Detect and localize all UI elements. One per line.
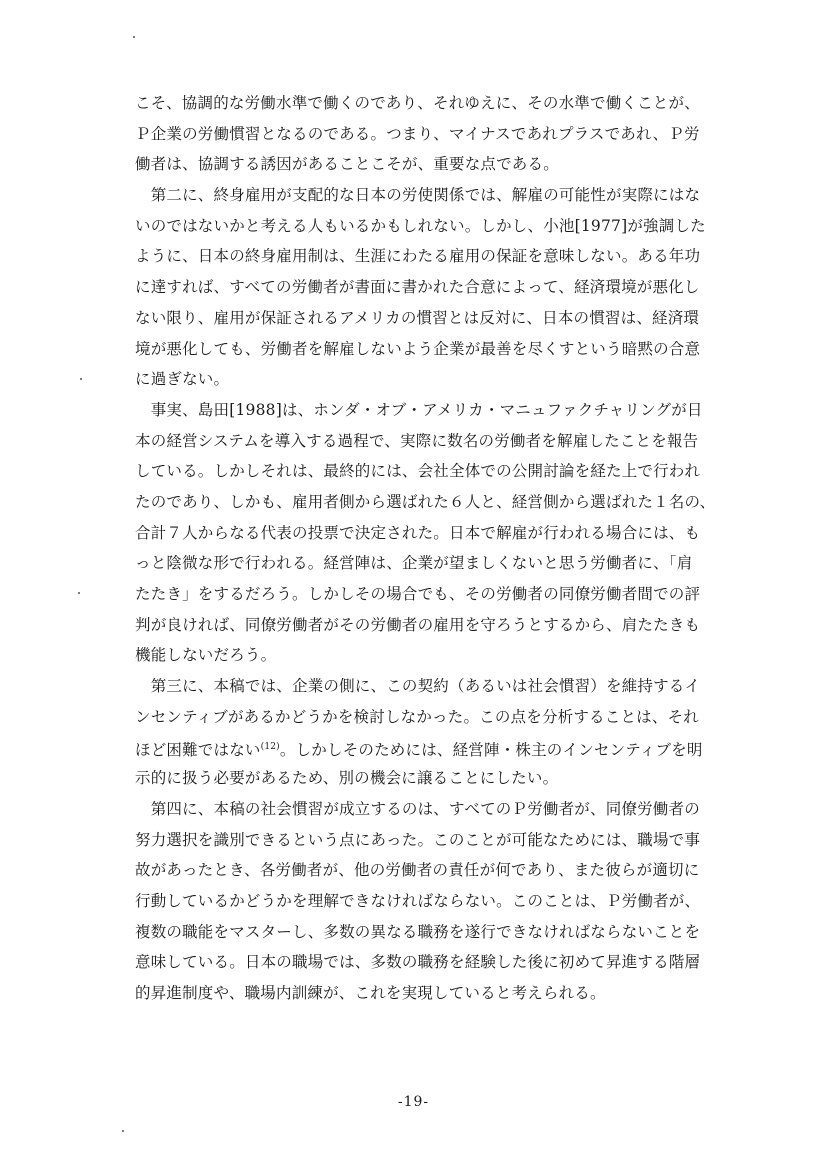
text-line-16: っと陰微な形で行われる。経営陣は、企業が望ましくないと思う労働者に、「肩 (135, 554, 693, 573)
text-line-4: 第二に、終身雇用が支配的な日本の労使関係では、解雇の可能性が実際にはな (135, 186, 701, 205)
text-line-13: している。しかしそれは、最終的には、会社全体での公開討論を経た上で行われ (135, 462, 701, 481)
text-line-29: 意味している。日本の職場では、多数の職務を経験した後に初めて昇進する階層 (135, 953, 701, 972)
footnote-line-after: 。しかしそのためには、経営陣・株主のインセンティブを明 (279, 741, 703, 760)
text-line-6: ように、日本の終身雇用制は、生涯にわたる雇用の保証を意味しない。ある年功 (135, 247, 701, 266)
text-line-10: に過ぎない。 (135, 370, 230, 389)
body-text (135, 88, 716, 1009)
footnote-line-before: ほど困難ではない (135, 741, 261, 760)
text-line-1: こそ、協調的な労働水準で働くのであり、それゆえに、その水準で働くことが、 (135, 94, 700, 112)
text-line-7: に達すれば、すべての労働者が書面に書かれた合意によって、経済環境が悪化し (135, 278, 700, 297)
text-line-24: 第四に、本稿の社会慣習が成立するのは、すべてのＰ労働者が、同僚労働者の (135, 799, 700, 818)
text-line-18: 判が良ければ、同僚労働者がその労働者の雇用を守ろうとするから、肩たたきも (135, 615, 701, 634)
text-line-23: 示的に扱う必要があるため、別の機会に譲ることにしたい。 (135, 769, 559, 788)
scan-speck (122, 1130, 124, 1132)
scan-speck (78, 592, 80, 594)
text-line-3: 働者は、協調する誘因があることこそが、重要な点である。 (135, 155, 559, 174)
footnote-marker: (12) (260, 742, 280, 753)
scan-speck (133, 36, 135, 38)
page-number: -19- (397, 1094, 430, 1110)
text-line-12: 本の経営システムを導入する過程で、実際に数名の労働者を解雇したことを報告 (135, 431, 699, 450)
text-line-21: ンセンティブがあるかどうかを検討しなかった。この点を分析することは、それ (135, 707, 699, 726)
text-line-8: ない限り、雇用が保証されるアメリカの慣習とは反対に、日本の慣習は、経済環 (135, 308, 700, 327)
text-line-26: 故があったとき、各労働者が、他の労働者の責任が何であり、また彼らが適切に (135, 861, 700, 880)
text-line-27: 行動しているかどうかを理解できなければならない。このことは、Ｐ労働者が、 (135, 891, 701, 910)
scan-speck (80, 378, 82, 380)
text-line-5: いのではないかと考える人もいるかもしれない。しかし、小池[1977]が強調した (135, 216, 706, 235)
text-line-30: 的昇進制度や、職場内訓練が、これを実現していると考えられる。 (135, 983, 606, 1002)
text-line-28: 複数の職能をマスターし、多数の異なる職務を遂行できなければならないことを (135, 922, 701, 941)
text-line-14: たのであり、しかも、雇用者側から選ばれた６人と、経営側から選ばれた１名の、 (135, 492, 716, 511)
text-line-19: 機能しないだろう。 (135, 646, 277, 665)
text-line-11: 事実、島田[1988]は、ホンダ・オブ・アメリカ・マニュファクチャリングが日 (135, 400, 703, 419)
text-line-9: 境が悪化しても、労働者を解雇しないよう企業が最善を尽くすという暗黙の合意 (135, 339, 701, 358)
text-line-15: 合計７人からなる代表の投票で決定された。日本で解雇が行われる場合には、も (135, 523, 701, 542)
text-line-2: Ｐ企業の労働慣習となるのである。つまり、マイナスであれプラスであれ、Ｐ労 (135, 124, 700, 143)
text-line-20: 第三に、本稿では、企業の側に、この契約（あるいは社会慣習）を維持するイ (135, 677, 701, 696)
text-line-22 (135, 732, 703, 763)
text-line-25: 努力選択を識別できるという点にあった。このことが可能なためには、職場で事 (135, 830, 701, 849)
text-line-17: たたき」をするだろう。しかしその場合でも、その労働者の同僚労働者間での評 (135, 585, 701, 603)
